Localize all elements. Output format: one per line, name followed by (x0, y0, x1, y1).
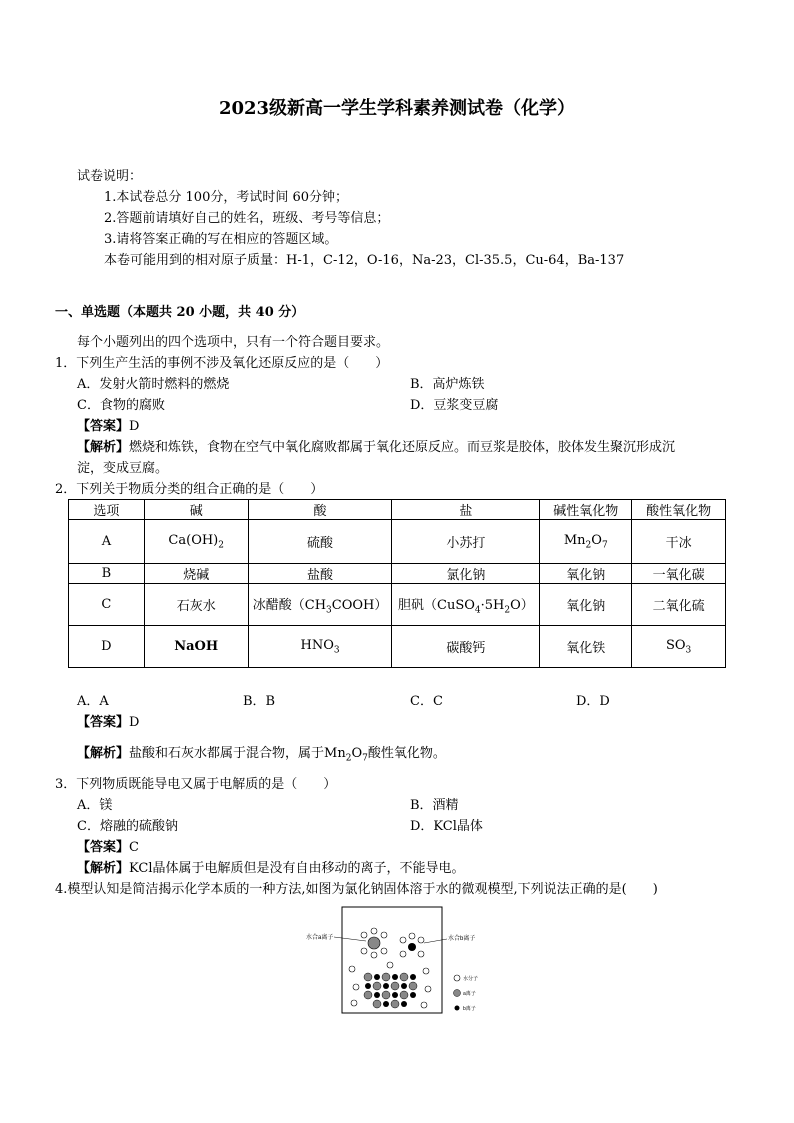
table-cell: 一氧化碳 (632, 564, 726, 584)
formula: Mn (324, 746, 346, 761)
figure-legend (454, 975, 479, 1012)
answer-label: 【答案】 (77, 419, 130, 434)
subscript: 3 (326, 605, 332, 616)
q2-option-a: A．A (77, 694, 109, 709)
table-cell: A (69, 520, 145, 564)
q2-option-b: B．B (243, 694, 276, 709)
table-cell (392, 584, 540, 626)
subscript: 2 (345, 753, 352, 764)
table-cell: 烧碱 (144, 564, 248, 584)
water-molecule-icon (454, 975, 460, 981)
table-cell: 碳酸钙 (392, 626, 540, 668)
answer-value: D (129, 419, 140, 434)
formula: HNO (300, 637, 334, 653)
instruction-item-3: 3.请将答案正确的写在相应的答题区域。 (104, 232, 338, 247)
q2-analysis (77, 745, 446, 768)
subscript: 2 (218, 540, 224, 551)
formula: COOH） (331, 597, 388, 613)
instruction-item-2: 2.答题前请填好自己的姓名，班级、考号等信息； (104, 211, 390, 226)
q2-option-c: C．C (410, 694, 443, 709)
instructions-heading: 试卷说明： (77, 169, 143, 184)
subscript: 2 (585, 540, 592, 551)
subscript: 7 (601, 540, 608, 551)
subscript: 4 (474, 605, 481, 616)
legend-water: 水分子 (463, 976, 479, 982)
header-cell: 酸性氧化物 (632, 500, 726, 520)
nacl-crystal-lattice (364, 973, 417, 1008)
formula: O (591, 532, 602, 548)
hydrated-b-ion (400, 933, 424, 957)
header-cell: 碱 (144, 500, 248, 520)
table-cell: 石灰水 (144, 584, 248, 626)
nacl-dissolution-figure (300, 905, 500, 1015)
table-cell (248, 626, 392, 668)
text: 胆矾（ (398, 597, 438, 613)
beaker-outline (342, 907, 442, 1013)
table-cell: 氧化钠 (540, 584, 632, 626)
table-cell: NaOH (144, 626, 248, 668)
formula: O (351, 746, 363, 761)
table-cell: 干冰 (632, 520, 726, 564)
analysis-label: 【解析】 (77, 440, 130, 455)
answer-value: C (129, 840, 139, 855)
q3-stem: 3．下列物质既能导电又属于电解质的是（ ） (55, 777, 337, 792)
legend-b-ion: b离子 (463, 1006, 476, 1012)
hydrated-a-ion (361, 928, 387, 958)
text: 冰醋酸（ (252, 597, 305, 613)
header-cell: 盐 (392, 500, 540, 520)
q2-option-d: D．D (576, 694, 610, 709)
b-ion-icon (455, 1006, 460, 1011)
table-cell: 小苏打 (392, 520, 540, 564)
page-title: 2023级新高一学生学科素养测试卷（化学） (218, 98, 576, 119)
q3-option-a: A．镁 (77, 798, 113, 813)
header-cell: 碱性氧化物 (540, 500, 632, 520)
pointer-line (424, 939, 447, 943)
q2-answer (77, 714, 139, 732)
label-hydrated-b: 水合b离子 (448, 936, 476, 942)
analysis-text: 盐酸和石灰水都属于混合物，属于 (129, 746, 325, 761)
q1-analysis-cont: 淀，变成豆腐。 (77, 461, 169, 476)
table-cell (632, 626, 726, 668)
table-row (69, 584, 726, 626)
table-cell: 氧化钠 (540, 564, 632, 584)
q3-option-b: B．酒精 (410, 798, 459, 813)
table-cell: C (69, 584, 145, 626)
table-cell: 盐酸 (248, 564, 392, 584)
answer-label: 【答案】 (77, 715, 130, 730)
classification-table (68, 499, 726, 668)
atomic-masses: 本卷可能用到的相对原子质量：H-1，C-12，O-16，Na-23，Cl-35.5，Cu-64，Ba-137 (104, 253, 625, 268)
answer-value: D (129, 715, 140, 730)
analysis-label: 【解析】 (77, 861, 130, 876)
q2-stem: 2．下列关于物质分类的组合正确的是（ ） (55, 482, 324, 497)
formula: ·5H (480, 597, 505, 613)
answer-label: 【答案】 (77, 840, 130, 855)
subscript: 3 (333, 645, 340, 656)
table-cell: 二氧化硫 (632, 584, 726, 626)
table-cell (540, 520, 632, 564)
q3-option-d: D．KCl晶体 (410, 819, 483, 834)
analysis-label: 【解析】 (77, 746, 130, 761)
q1-stem: 1．下列生产生活的事例不涉及氧化还原反应的是（ ） (55, 356, 389, 371)
q3-option-c: C．熔融的硫酸钠 (77, 819, 178, 834)
table-header-row (69, 500, 726, 520)
formula: SO (665, 637, 686, 653)
q1-answer (77, 418, 139, 436)
label-hydrated-a: 水合a离子 (306, 935, 334, 941)
table-cell (144, 520, 248, 564)
instruction-item-1: 1.本试卷总分 100分，考试时间 60分钟； (104, 190, 349, 205)
table-cell: B (69, 564, 145, 584)
q1-option-d: D．豆浆变豆腐 (410, 398, 499, 413)
a-ion-icon (454, 990, 461, 997)
table-cell: D (69, 626, 145, 668)
table-cell: 硫酸 (248, 520, 392, 564)
formula: CuSO (437, 597, 475, 613)
section-intro: 每个小题列出的四个选项中，只有一个符合题目要求。 (77, 335, 390, 350)
analysis-text: KCl晶体属于电解质但是没有自由移动的离子，不能导电。 (129, 861, 465, 876)
table-row (69, 564, 726, 584)
subscript: 2 (504, 605, 511, 616)
table-cell: 氧化铁 (540, 626, 632, 668)
subscript: 3 (685, 645, 692, 656)
subscript: 7 (362, 753, 368, 764)
header-cell: 选项 (69, 500, 145, 520)
formula: Mn (563, 532, 586, 548)
free-water-molecules (349, 962, 431, 1008)
q3-answer (77, 839, 139, 857)
q1-option-b: B．高炉炼铁 (410, 377, 485, 392)
table-cell (248, 584, 392, 626)
formula: CH (304, 597, 327, 613)
table-row (69, 626, 726, 668)
table-row (69, 520, 726, 564)
table-cell: 氯化钠 (392, 564, 540, 584)
legend-a-ion: a离子 (463, 991, 476, 997)
header-cell: 酸 (248, 500, 392, 520)
q4-stem: 4.模型认知是简洁揭示化学本质的一种方法,如图为氯化钠固体溶于水的微观模型,下列说法正确的是( ) (55, 882, 658, 897)
q1-analysis (77, 439, 675, 457)
analysis-text: 酸性氧化物。 (367, 746, 446, 761)
q1-option-a: A．发射火箭时燃料的燃烧 (77, 377, 230, 392)
formula: O） (510, 597, 534, 613)
pointer-line (334, 937, 366, 941)
section-heading: 一、单选题（本题共 20 小题，共 40 分） (55, 305, 305, 320)
formula: Ca(OH) (168, 532, 219, 548)
q3-analysis (77, 860, 464, 878)
q1-option-c: C．食物的腐败 (77, 398, 165, 413)
analysis-text: 燃烧和炼铁，食物在空气中氧化腐败都属于氧化还原反应。而豆浆是胶体，胶体发生聚沉形成沉 (129, 440, 676, 455)
